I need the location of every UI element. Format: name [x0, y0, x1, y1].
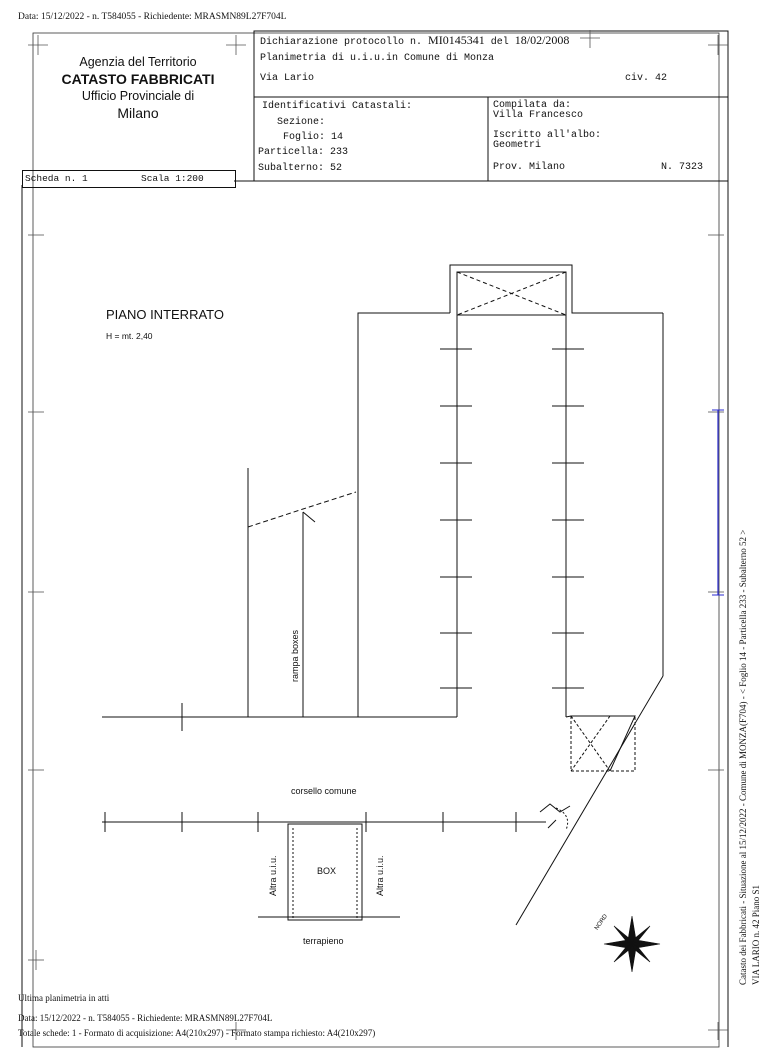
scheda-number: Scheda n. 1	[25, 173, 88, 184]
corsello-label: corsello comune	[291, 786, 357, 796]
civic-number: civ. 42	[625, 73, 668, 84]
last-plan-note: Ultima planimetria in atti	[18, 993, 110, 1003]
side-note	[737, 530, 763, 985]
request-line: Data: 15/12/2022 - n. T584055 - Richiedente: MRASMN89L27F704L	[18, 12, 287, 22]
box-label: BOX	[317, 866, 337, 876]
address: Via Lario	[260, 73, 315, 84]
particella: Particella: 233	[258, 147, 349, 158]
sezione: Sezione:	[277, 117, 326, 128]
identifiers-title: Identificativi Catastali:	[262, 101, 413, 112]
footer-request-line: Data: 15/12/2022 - n. T584055 - Richiedente: MRASMN89L27F704L	[18, 1013, 273, 1023]
compiler-title: Compilata da:	[493, 100, 572, 111]
protocol-number: MI0145341	[428, 33, 485, 47]
terrapieno-label: terrapieno	[303, 936, 344, 946]
declaration-date: 18/02/2008	[514, 33, 570, 47]
floor-height: H = mt. 2,40	[106, 331, 153, 341]
floor-title: PIANO INTERRATO	[106, 307, 224, 322]
albo-number: N. 7323	[661, 162, 704, 173]
altra-uiu-right: Altra u.i.u.	[375, 855, 385, 896]
north-label: NORD	[594, 913, 610, 932]
province: Prov. Milano	[493, 162, 566, 173]
north-arrow-icon	[604, 916, 660, 972]
agency-name: Agenzia del Territorio	[79, 55, 197, 69]
declaration-prefix: Dichiarazione protocollo n.	[260, 37, 423, 48]
side-note-line1: Catasto dei Fabbricati - Situazione al 15/12/2022 - Comune di MONZA(F704) - < Foglio 14 - Particella 233 - Subalterno 52 >	[738, 529, 748, 985]
compiler-name: Villa Francesco	[493, 110, 584, 121]
catasto-title: CATASTO FABBRICATI	[61, 71, 215, 87]
altra-uiu-left: Altra u.i.u.	[268, 855, 278, 896]
office-city: Milano	[117, 105, 159, 121]
subalterno: Subalterno: 52	[258, 163, 343, 174]
ramp-label: rampa boxes	[290, 629, 300, 682]
planimetria-line: Planimetria di u.i.u.in Comune di Monza	[260, 53, 495, 64]
albo-label: Iscritto all'albo:	[493, 130, 602, 141]
scale: Scala 1:200	[141, 173, 204, 184]
declaration-del: del	[490, 37, 509, 48]
side-note-line2: VIA LARIO n. 42 Piano S1	[751, 884, 761, 985]
office-name: Ufficio Provinciale di	[81, 89, 195, 103]
footer-totals: Totale schede: 1 - Formato di acquisizione: A4(210x297) - Formato stampa richiesto: A4(210x297)	[18, 1028, 376, 1038]
foglio: Foglio: 14	[283, 132, 344, 143]
albo-role: Geometri	[493, 140, 542, 151]
